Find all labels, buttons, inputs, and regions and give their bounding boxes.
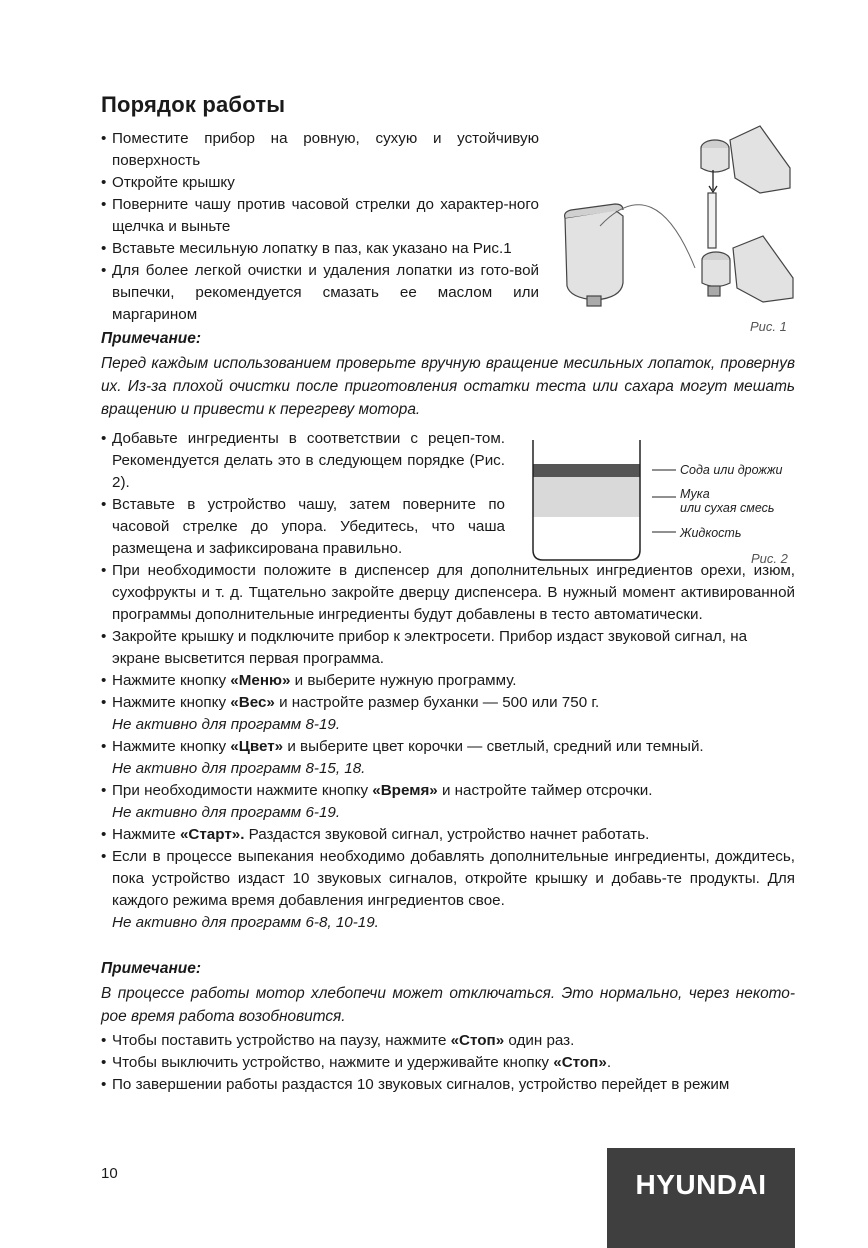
stop-button-label: «Стоп» bbox=[450, 1032, 505, 1049]
layer-label-liquid: Жидкость bbox=[680, 526, 742, 540]
figure-1-caption: Рис. 1 bbox=[750, 319, 787, 334]
brand-name: HYUNDAI bbox=[635, 1169, 767, 1200]
list-item: • При необходимости нажмите кнопку «Время» и настройте таймер отсрочки. Не активно для программ 6-19. bbox=[101, 780, 795, 824]
weight-button-label: «Вес» bbox=[230, 694, 275, 711]
steps-list-3 bbox=[101, 560, 795, 934]
section-title: Порядок работы bbox=[101, 92, 286, 117]
steps-list-4 bbox=[101, 1030, 795, 1096]
figure-2-bowl-layers bbox=[528, 440, 678, 565]
color-button-label: «Цвет» bbox=[230, 738, 284, 755]
list-item: • Нажмите «Старт». Раздастся звуковой сигнал, устройство начнет работать. bbox=[101, 824, 795, 846]
list-item: • Нажмите кнопку «Меню» и выберите нужную программу. bbox=[101, 670, 795, 692]
list-item: • Поверните чашу против часовой стрелки до характер-ного щелчка и выньте bbox=[101, 194, 539, 238]
list-item: • Поместите прибор на ровную, сухую и устойчивую поверхность bbox=[101, 128, 539, 172]
figure-1-illustration bbox=[545, 118, 805, 323]
list-item: • Откройте крышку bbox=[101, 172, 539, 194]
list-item: • Добавьте ингредиенты в соответствии с рецеп-том. Рекомендуется делать это в следующем порядке (Рис. 2). bbox=[101, 428, 505, 494]
list-item: • Чтобы поставить устройство на паузу, нажмите «Стоп» один раз. bbox=[101, 1030, 795, 1052]
layer-label-flour: Мука bbox=[680, 487, 710, 501]
list-item: • Нажмите кнопку «Цвет» и выберите цвет корочки — светлый, средний или темный. Не активно для программ 8-15, 18. bbox=[101, 736, 795, 780]
stop-button-label-2: «Стоп» bbox=[553, 1054, 607, 1071]
steps-list-2 bbox=[101, 428, 505, 560]
list-item: • Закройте крышку и подключите прибор к электросети. Прибор издаст звуковой сигнал, на экране высветится первая программа. bbox=[101, 626, 795, 670]
note-text-2: В процессе работы мотор хлебопечи может отключаться. Это нормально, через некото-рое время работа возобновится. bbox=[101, 985, 795, 1025]
list-item: • Вставьте месильную лопатку в паз, как указано на Рис.1 bbox=[101, 238, 539, 260]
list-item: • При необходимости положите в диспенсер для дополнительных ингредиентов орехи, изюм, сухофрукты и т. д. Тщательно закройте дверцу диспенсера. В нужный момент активированной программы дополнительные ингредиенты будут добавлены в тесто автоматически. bbox=[101, 560, 795, 626]
layer-label-soda: Сода или дрожжи bbox=[680, 463, 783, 477]
figure-2-caption: Рис. 2 bbox=[751, 551, 788, 566]
note-text: Перед каждым использованием проверьте вручную вращение месильных лопаток, провернув их. Из-за плохой очистки после приготовления остатки теста или сахара могут мешать вращению и привести к перегреву мотора. bbox=[101, 355, 795, 418]
time-button-label: «Время» bbox=[372, 782, 438, 799]
list-item: • Для более легкой очистки и удаления лопатки из гото-вой выпечки, рекомендуется смазать ее маслом или маргарином bbox=[101, 260, 539, 326]
list-item: • По завершении работы раздастся 10 звуковых сигналов, устройство перейдет в режим bbox=[101, 1074, 795, 1096]
list-item: • Чтобы выключить устройство, нажмите и удерживайте кнопку «Стоп». bbox=[101, 1052, 795, 1074]
brand-logo bbox=[607, 1148, 795, 1248]
page-number: 10 bbox=[101, 1165, 118, 1182]
list-item: • Нажмите кнопку «Вес» и настройте размер буханки — 500 или 750 г. Не активно для программ 8-19. bbox=[101, 692, 795, 736]
note-heading-2: Примечание: bbox=[101, 960, 202, 977]
list-item: • Если в процессе выпекания необходимо добавлять дополнительные ингредиенты, дождитесь, пока устройство издаст 10 звуковых сигналов, откройте крышку и добавь-те продукты. Для каждого режима время добавления ингредиентов свое. Не активно для программ 6-8, 10-19. bbox=[101, 846, 795, 934]
list-item: • Вставьте в устройство чашу, затем поверните по часовой стрелке до упора. Убедитесь, что чаша размещена и зафиксирована правильно. bbox=[101, 494, 505, 560]
layer-label-flour-2: или сухая смесь bbox=[680, 501, 775, 515]
start-button-label: «Старт». bbox=[179, 826, 245, 843]
steps-list-1 bbox=[101, 128, 539, 326]
note-heading: Примечание: bbox=[101, 330, 202, 347]
menu-button-label: «Меню» bbox=[230, 672, 291, 689]
